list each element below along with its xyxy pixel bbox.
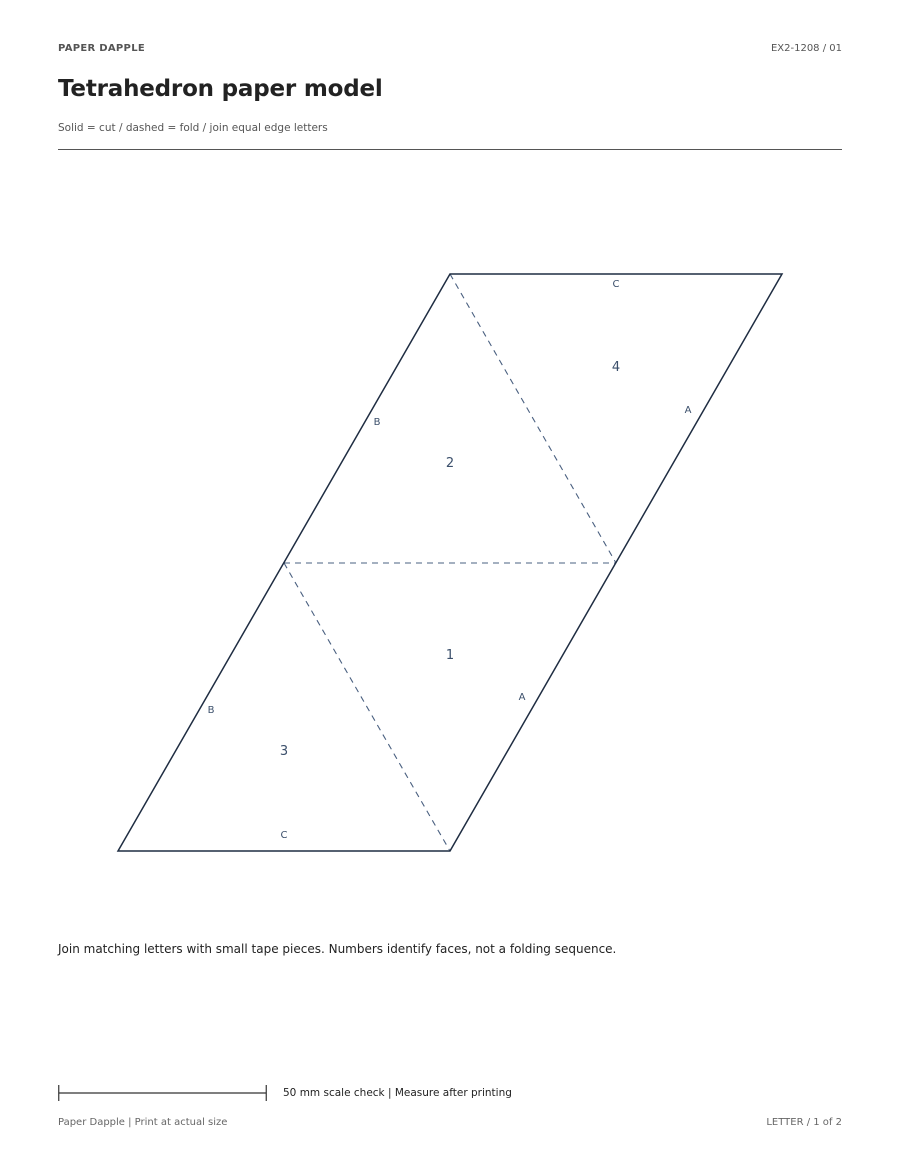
face-number-1: 1 (445, 648, 455, 663)
footer-left: Paper Dapple | Print at actual size (58, 1117, 228, 1128)
edge-label-c-bottom: C (280, 830, 288, 841)
scale-bar (58, 1085, 267, 1101)
face-number-2: 2 (445, 456, 455, 471)
edge-label-a-upper: A (684, 405, 692, 416)
fold-line-lower (284, 563, 450, 851)
edge-label-a-lower: A (518, 692, 526, 703)
face-number-3: 3 (279, 744, 289, 759)
page-title: Tetrahedron paper model (58, 76, 383, 102)
brand-label: PAPER DAPPLE (58, 43, 145, 54)
edge-label-b-lower: B (207, 705, 215, 716)
scale-check-label: 50 mm scale check | Measure after printing (283, 1087, 512, 1099)
document-id: EX2-1208 / 01 (770, 43, 842, 54)
assembly-note: Join matching letters with small tape pieces. Numbers identify faces, not a folding sequence. (58, 942, 617, 956)
edge-label-b-upper: B (373, 417, 381, 428)
fold-lines (284, 274, 616, 851)
footer-page-info: LETTER / 1 of 2 (766, 1117, 842, 1128)
face-number-4: 4 (611, 360, 621, 375)
fold-line-upper (450, 274, 616, 563)
edge-label-c-top: C (612, 279, 620, 290)
page-subtitle: Solid = cut / dashed = fold / join equal edge letters (58, 122, 328, 134)
